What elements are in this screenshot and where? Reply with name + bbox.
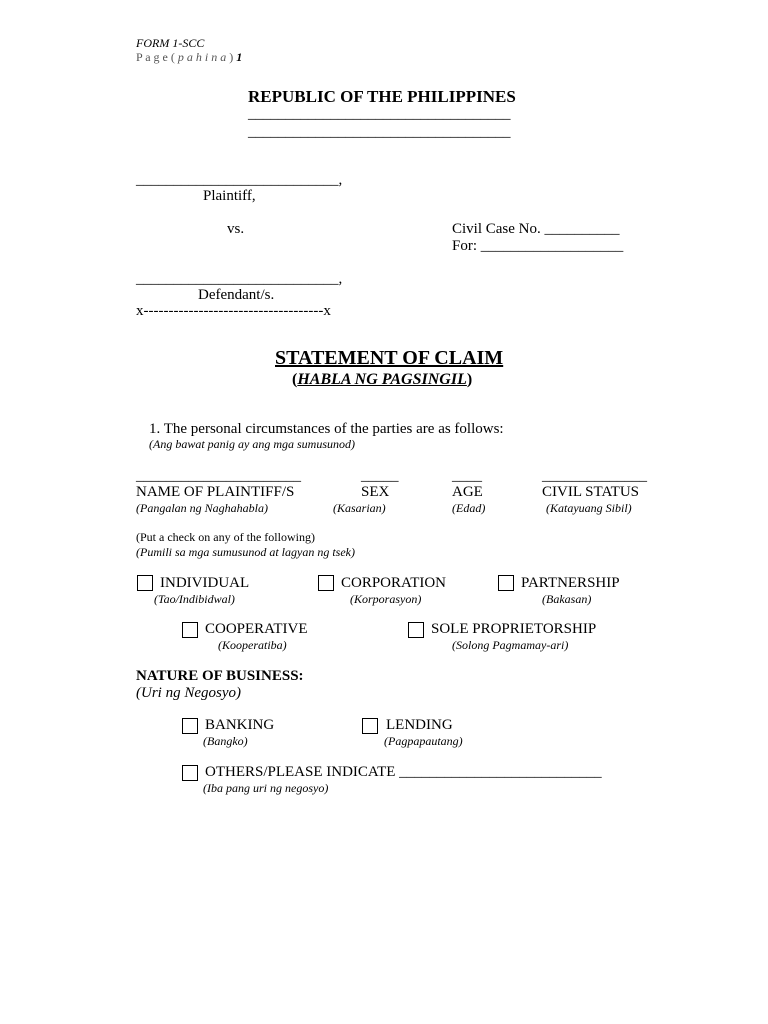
defendant-blank[interactable]: ___________________________,	[136, 271, 343, 287]
plaintiff-label: Plaintiff,	[203, 188, 256, 204]
court-line-2[interactable]: ___________________________________	[248, 124, 511, 140]
partnership-label-fil: (Bakasan)	[542, 592, 592, 606]
page-prefix: P a g e (	[136, 50, 178, 64]
individual-checkbox[interactable]	[137, 575, 153, 591]
vs-label: vs.	[227, 221, 245, 237]
section-1-heading-fil: (Ang bawat panig ay ang mga sumusunod)	[149, 437, 355, 451]
sole-proprietorship-checkbox[interactable]	[408, 622, 424, 638]
partnership-label: PARTNERSHIP	[521, 575, 620, 591]
name-label: NAME OF PLAINTIFF/S	[136, 484, 295, 500]
document-subtitle	[292, 371, 472, 389]
defendant-label: Defendant/s.	[198, 287, 275, 303]
civil-status-label: CIVIL STATUS	[542, 484, 639, 500]
partnership-checkbox[interactable]	[498, 575, 514, 591]
age-blank[interactable]: ____	[452, 468, 482, 484]
nature-heading-fil: (Uri ng Negosyo)	[136, 685, 241, 701]
lending-label-fil: (Pagpapautang)	[384, 734, 463, 748]
subtitle-close-paren: )	[466, 371, 473, 388]
banking-label-fil: (Bangko)	[203, 734, 248, 748]
court-line-1[interactable]: ___________________________________	[248, 106, 511, 122]
check-instruction-fil: (Pumili sa mga sumusunod at lagyan ng tsek)	[136, 545, 355, 559]
page-number: 1	[236, 50, 243, 64]
document-title: STATEMENT OF CLAIM	[275, 347, 504, 369]
page-suffix: )	[226, 50, 237, 64]
lending-checkbox[interactable]	[362, 718, 378, 734]
cooperative-checkbox[interactable]	[182, 622, 198, 638]
civil-case-field[interactable]: Civil Case No. __________	[452, 221, 620, 237]
sole-proprietorship-label-fil: (Solong Pagmamay-ari)	[452, 638, 569, 652]
individual-label: INDIVIDUAL	[160, 575, 250, 591]
name-blank[interactable]: ______________________	[136, 468, 301, 484]
civil-status-blank[interactable]: ______________	[542, 468, 647, 484]
page-indicator	[136, 50, 242, 65]
age-label-fil: (Edad)	[452, 501, 486, 515]
check-instruction: (Put a check on any of the following)	[136, 530, 315, 544]
cooperative-label: COOPERATIVE	[205, 621, 308, 637]
banking-label: BANKING	[205, 717, 275, 733]
subtitle-open-paren: (	[292, 371, 298, 388]
corporation-label-fil: (Korporasyon)	[350, 592, 422, 606]
republic-title: REPUBLIC OF THE PHILIPPINES	[248, 87, 516, 106]
plaintiff-blank[interactable]: ___________________________,	[136, 172, 343, 188]
page-word: p a h i n a	[177, 50, 227, 64]
corporation-label: CORPORATION	[341, 575, 447, 591]
sex-blank[interactable]: _____	[361, 468, 399, 484]
section-1-heading: 1. The personal circumstances of the parties are as follows:	[149, 421, 504, 437]
age-label: AGE	[452, 484, 483, 500]
others-label-fil: (Iba pang uri ng negosyo)	[203, 781, 329, 795]
form-id: FORM 1-SCC	[136, 36, 205, 50]
sole-proprietorship-label: SOLE PROPRIETORSHIP	[431, 621, 597, 637]
sex-label-fil: (Kasarian)	[333, 501, 386, 515]
sex-label: SEX	[361, 484, 390, 500]
cooperative-label-fil: (Kooperatiba)	[218, 638, 287, 652]
banking-checkbox[interactable]	[182, 718, 198, 734]
others-checkbox[interactable]	[182, 765, 198, 781]
subtitle-text: HABLA NG PAGSINGIL	[297, 371, 467, 388]
civil-status-label-fil: (Katayuang Sibil)	[546, 501, 632, 515]
others-label[interactable]: OTHERS/PLEASE INDICATE ___________________________	[205, 764, 602, 780]
caption-divider: x------------------------------------x	[136, 303, 331, 319]
name-label-fil: (Pangalan ng Naghahabla)	[136, 501, 268, 515]
individual-label-fil: (Tao/Indibidwal)	[154, 592, 235, 606]
lending-label: LENDING	[386, 717, 453, 733]
for-field[interactable]: For: ___________________	[452, 238, 624, 254]
nature-heading: NATURE OF BUSINESS:	[136, 668, 304, 684]
corporation-checkbox[interactable]	[318, 575, 334, 591]
